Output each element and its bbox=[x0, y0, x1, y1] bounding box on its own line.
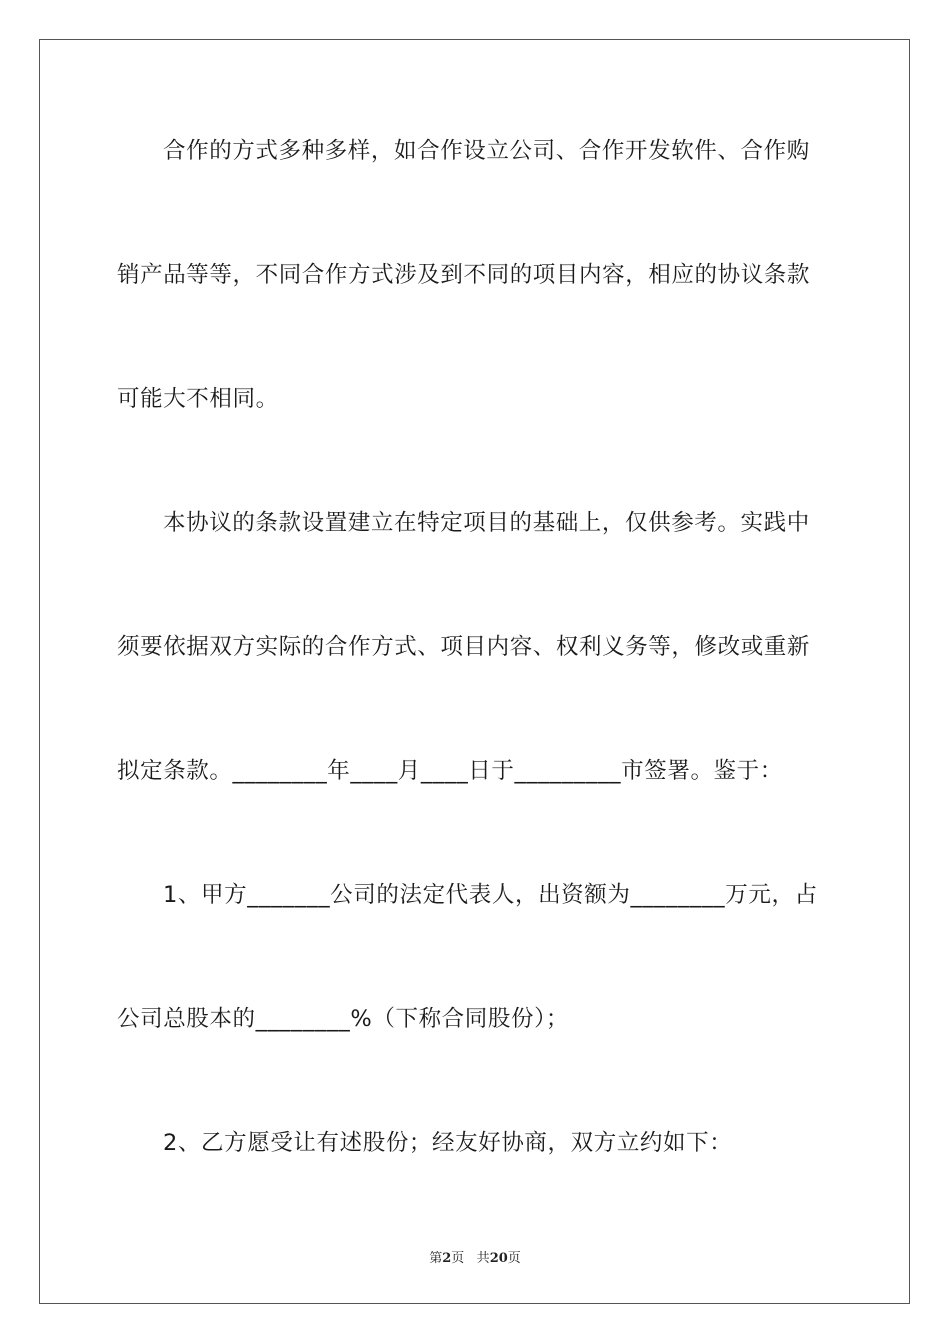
paragraph-line-8: 公司总股本的________%（下称合同股份）； bbox=[117, 1006, 570, 1032]
page-number: 2 bbox=[442, 1251, 452, 1266]
total-pages: 20 bbox=[489, 1251, 508, 1266]
total-prefix: 共 bbox=[476, 1251, 490, 1266]
paragraph-line-3: 可能大不相同。 bbox=[117, 386, 279, 412]
paragraph-line-6: 拟定条款。________年____月____日于_________市签署。鉴于： bbox=[117, 758, 783, 784]
paragraph-line-5: 须要依据双方实际的合作方式、项目内容、权利义务等，修改或重新 bbox=[117, 634, 811, 660]
paragraph-line-9: 2、乙方愿受让有述股份；经友好协商，双方立约如下： bbox=[163, 1130, 733, 1156]
total-suffix: 页 bbox=[507, 1251, 521, 1266]
paragraph-line-7: 1、甲方_______公司的法定代表人，出资额为________万元，占 bbox=[163, 882, 818, 908]
paragraph-line-1: 合作的方式多种多样，如合作设立公司、合作开发软件、合作购 bbox=[163, 138, 810, 164]
page-footer bbox=[0, 1247, 950, 1266]
paragraph-line-2: 销产品等等，不同合作方式涉及到不同的项目内容，相应的协议条款 bbox=[117, 262, 811, 288]
page-suffix: 页 bbox=[451, 1251, 465, 1266]
page-frame bbox=[39, 39, 910, 1304]
paragraph-line-4: 本协议的条款设置建立在特定项目的基础上，仅供参考。实践中 bbox=[163, 510, 810, 536]
page-prefix: 第 bbox=[429, 1251, 443, 1266]
